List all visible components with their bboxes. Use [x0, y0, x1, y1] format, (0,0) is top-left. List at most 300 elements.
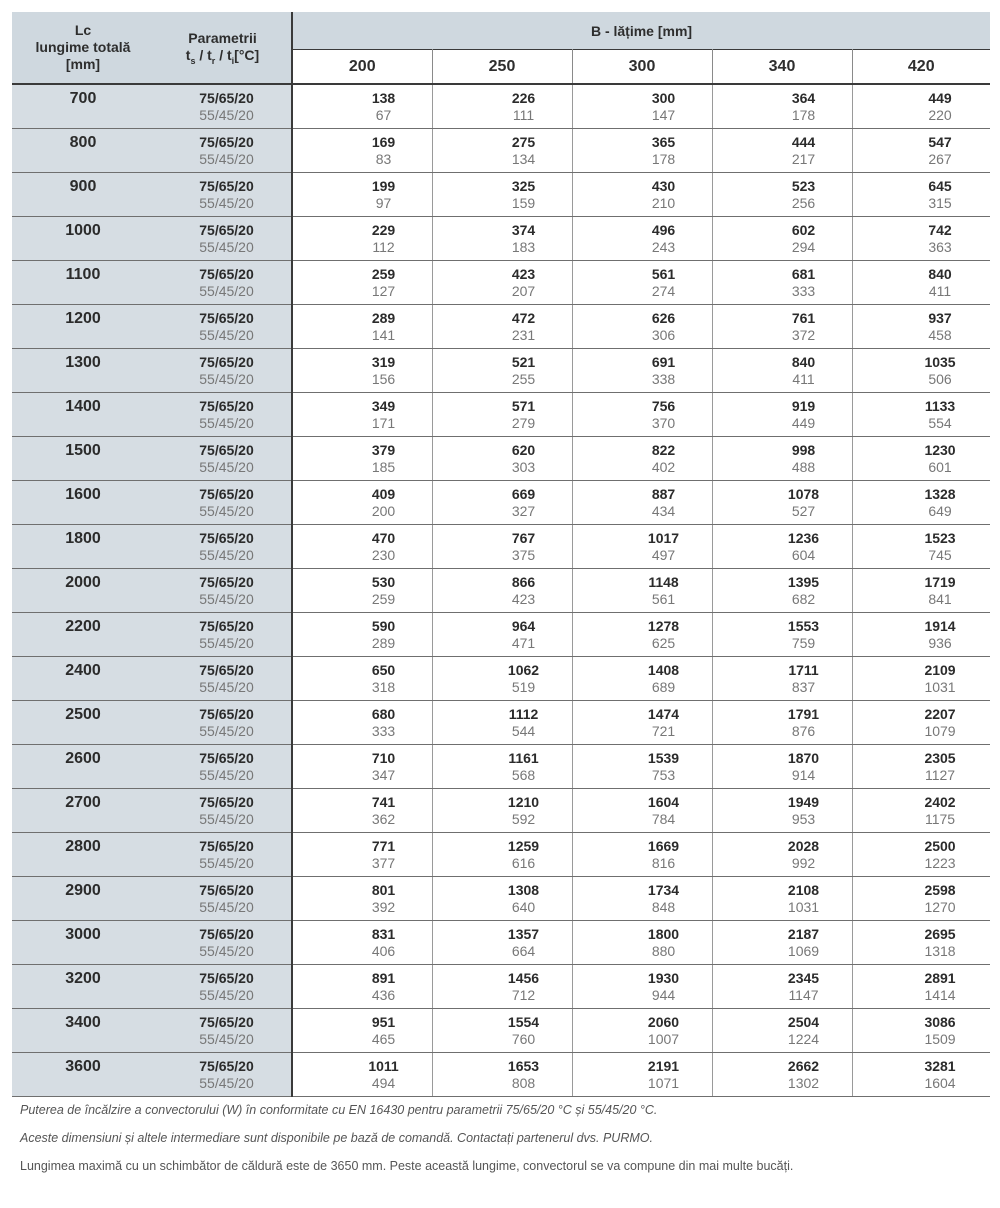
value-cell: [852, 1008, 990, 1052]
parameter-low: 55/45/20: [199, 590, 254, 607]
value-low: 721: [651, 722, 676, 739]
value-low: 111: [512, 107, 535, 123]
value-high: 444: [791, 133, 816, 150]
value-cell: [572, 1052, 712, 1096]
value-cell: [292, 84, 432, 128]
parameter-high: 75/65/20: [199, 309, 254, 326]
value-low: 458: [928, 326, 952, 343]
value-low: 1079: [924, 722, 956, 739]
length-cell: 1800: [12, 524, 154, 568]
value-low: 936: [928, 634, 952, 651]
value-high: 1553: [787, 617, 820, 634]
value-low: 392: [371, 898, 396, 915]
value-low: 604: [791, 546, 816, 563]
value-high: 710: [371, 749, 396, 766]
value-low: 411: [792, 370, 815, 387]
value-cell: [712, 920, 852, 964]
value-high: 1474: [647, 705, 680, 722]
value-high: 951: [371, 1013, 396, 1030]
value-cell: [572, 84, 712, 128]
value-low: 372: [791, 326, 816, 343]
table-row: [12, 964, 990, 1008]
value-low: 274: [651, 282, 676, 299]
value-high: 2662: [787, 1057, 820, 1074]
value-low: 436: [371, 986, 396, 1003]
value-high: 365: [651, 133, 676, 150]
value-high: 1112: [508, 705, 539, 722]
value-low: 494: [371, 1074, 396, 1091]
value-low: 471: [511, 634, 536, 651]
value-high: 840: [928, 265, 952, 282]
length-cell: 3400: [12, 1008, 154, 1052]
value-low: 327: [511, 502, 536, 519]
value-high: 561: [651, 265, 676, 282]
value-high: 1523: [924, 529, 956, 546]
value-cell: [712, 436, 852, 480]
value-low: 1414: [924, 986, 956, 1003]
value-low: 784: [651, 810, 676, 827]
table-row: [12, 920, 990, 964]
length-cell: 2500: [12, 700, 154, 744]
value-cell: [292, 128, 432, 172]
parameter-low: 55/45/20: [199, 854, 254, 871]
value-high: 1653: [507, 1057, 540, 1074]
value-cell: [572, 568, 712, 612]
value-cell: [432, 128, 572, 172]
value-low: 156: [371, 370, 396, 387]
header-length-line2: lungime totală: [35, 39, 131, 55]
value-cell: [852, 260, 990, 304]
value-low: 256: [791, 194, 816, 211]
value-cell: [432, 172, 572, 216]
table-row: [12, 480, 990, 524]
parameters-cell: [154, 568, 292, 612]
value-cell: [712, 128, 852, 172]
value-low: 519: [511, 678, 536, 695]
value-high: 767: [511, 529, 536, 546]
value-low: 561: [651, 590, 676, 607]
table-row: [12, 568, 990, 612]
value-low: 848: [651, 898, 676, 915]
parameters-cell: [154, 876, 292, 920]
header-parameters: [154, 12, 292, 84]
parameters-cell: [154, 260, 292, 304]
value-low: 682: [791, 590, 816, 607]
header-length-line3: [mm]: [65, 56, 101, 72]
value-cell: [292, 392, 432, 436]
value-high: 822: [651, 441, 676, 458]
value-low: 406: [371, 942, 396, 959]
value-cell: [852, 392, 990, 436]
value-high: 650: [371, 661, 396, 678]
value-high: 1259: [507, 837, 540, 854]
value-cell: [292, 304, 432, 348]
parameters-cell: [154, 788, 292, 832]
length-cell: 2900: [12, 876, 154, 920]
value-cell: [432, 832, 572, 876]
value-cell: [292, 964, 432, 1008]
value-cell: [572, 524, 712, 568]
value-low: 506: [928, 370, 952, 387]
parameter-high: 75/65/20: [199, 705, 254, 722]
value-high: 626: [651, 309, 676, 326]
value-cell: [432, 568, 572, 612]
parameter-low: 55/45/20: [199, 722, 254, 739]
value-cell: [432, 744, 572, 788]
value-cell: [712, 524, 852, 568]
length-cell: 2400: [12, 656, 154, 700]
value-cell: [712, 260, 852, 304]
value-low: 544: [511, 722, 536, 739]
parameter-high: 75/65/20: [199, 1057, 254, 1074]
parameters-cell: [154, 436, 292, 480]
value-low: 649: [928, 502, 952, 519]
value-low: 837: [791, 678, 816, 695]
parameter-high: 75/65/20: [199, 177, 254, 194]
value-low: 315: [928, 194, 952, 211]
parameter-high: 75/65/20: [199, 573, 254, 590]
table-row: [12, 612, 990, 656]
table-row: [12, 348, 990, 392]
value-high: 229: [371, 221, 396, 238]
parameters-cell: [154, 1052, 292, 1096]
value-cell: [712, 788, 852, 832]
value-low: 362: [371, 810, 396, 827]
parameter-low: 55/45/20: [199, 898, 254, 915]
value-cell: [432, 964, 572, 1008]
value-high: 199: [371, 177, 396, 194]
value-cell: [712, 568, 852, 612]
value-cell: [852, 172, 990, 216]
value-low: 411: [928, 282, 952, 299]
value-low: 363: [928, 238, 952, 255]
parameters-cell: [154, 832, 292, 876]
header-width-3: 340: [712, 50, 852, 85]
value-cell: [432, 656, 572, 700]
table-row: [12, 788, 990, 832]
value-high: 1719: [924, 573, 956, 590]
value-low: 97: [375, 194, 392, 211]
value-high: 571: [511, 397, 536, 414]
length-cell: 800: [12, 128, 154, 172]
value-cell: [432, 304, 572, 348]
parameter-high: 75/65/20: [199, 90, 254, 106]
value-high: 1011: [368, 1057, 399, 1074]
length-cell: 3000: [12, 920, 154, 964]
footnotes: [12, 1103, 990, 1173]
value-high: 547: [928, 133, 952, 150]
value-cell: [432, 920, 572, 964]
value-cell: [712, 348, 852, 392]
value-high: 1669: [647, 837, 680, 854]
parameter-high: 75/65/20: [199, 485, 254, 502]
value-high: 2402: [924, 793, 956, 810]
value-high: 1236: [787, 529, 820, 546]
value-cell: [572, 832, 712, 876]
value-low: 1604: [924, 1074, 956, 1091]
value-low: 745: [928, 546, 952, 563]
value-high: 275: [511, 133, 536, 150]
length-cell: 2000: [12, 568, 154, 612]
value-low: 1223: [924, 854, 956, 871]
value-low: 230: [371, 546, 396, 563]
value-high: 937: [928, 309, 952, 326]
value-high: 169: [371, 133, 396, 150]
value-low: 1147: [788, 986, 819, 1003]
value-high: 1930: [647, 969, 680, 986]
value-high: 2305: [924, 749, 956, 766]
table-row: [12, 128, 990, 172]
value-high: 1734: [647, 881, 680, 898]
value-high: 2504: [787, 1013, 820, 1030]
value-cell: [712, 832, 852, 876]
length-cell: 2800: [12, 832, 154, 876]
value-low: 112: [372, 238, 395, 255]
value-low: 289: [371, 634, 396, 651]
value-cell: [852, 480, 990, 524]
value-low: 279: [511, 414, 536, 431]
value-high: 998: [791, 441, 816, 458]
parameters-cell: [154, 128, 292, 172]
value-cell: [292, 568, 432, 612]
value-cell: [852, 964, 990, 1008]
parameter-low: 55/45/20: [199, 942, 254, 959]
value-high: 138: [371, 90, 396, 106]
footnote-heat-output: Puterea de încălzire a convectorului (W) în conformitate cu EN 16430 pentru parametrii 75/65/20 °C și 55/45/20 °C.: [20, 1102, 658, 1117]
header-width-1: 250: [432, 50, 572, 85]
value-cell: [712, 480, 852, 524]
value-high: 349: [371, 397, 396, 414]
value-low: 377: [371, 854, 396, 871]
value-cell: [292, 348, 432, 392]
value-cell: [432, 260, 572, 304]
parameter-high: 75/65/20: [199, 925, 254, 942]
length-cell: 2700: [12, 788, 154, 832]
parameter-high: 75/65/20: [199, 133, 254, 150]
parameter-low: 55/45/20: [199, 766, 254, 783]
value-low: 465: [371, 1030, 396, 1047]
value-high: 2598: [924, 881, 956, 898]
value-low: 1069: [787, 942, 820, 959]
value-low: 347: [371, 766, 396, 783]
value-high: 3281: [924, 1057, 956, 1074]
length-cell: 1300: [12, 348, 154, 392]
parameter-high: 75/65/20: [199, 441, 254, 458]
value-cell: [572, 128, 712, 172]
value-low: 1270: [924, 898, 956, 915]
value-cell: [572, 392, 712, 436]
value-low: 217: [791, 150, 816, 167]
value-cell: [852, 216, 990, 260]
value-low: 259: [371, 590, 396, 607]
value-cell: [432, 480, 572, 524]
value-cell: [852, 568, 990, 612]
value-low: 434: [651, 502, 676, 519]
value-high: 364: [791, 90, 816, 106]
value-low: 554: [928, 414, 952, 431]
value-low: 220: [928, 107, 952, 123]
parameter-high: 75/65/20: [199, 661, 254, 678]
value-cell: [292, 216, 432, 260]
value-cell: [292, 788, 432, 832]
value-low: 953: [791, 810, 816, 827]
parameters-cell: [154, 964, 292, 1008]
value-high: 1949: [787, 793, 820, 810]
value-high: 741: [371, 793, 396, 810]
value-cell: [852, 876, 990, 920]
value-high: 831: [371, 925, 396, 942]
value-cell: [712, 656, 852, 700]
parameter-high: 75/65/20: [199, 617, 254, 634]
heat-output-table: [12, 12, 990, 1097]
value-cell: [292, 700, 432, 744]
parameter-high: 75/65/20: [199, 221, 254, 238]
value-low: 423: [511, 590, 536, 607]
length-cell: 2600: [12, 744, 154, 788]
value-high: 1210: [507, 793, 540, 810]
value-high: 866: [511, 573, 536, 590]
value-low: 914: [791, 766, 816, 783]
value-cell: [852, 788, 990, 832]
value-cell: [572, 876, 712, 920]
value-cell: [572, 700, 712, 744]
value-cell: [712, 964, 852, 1008]
parameter-high: 75/65/20: [199, 969, 254, 986]
value-high: 2060: [647, 1013, 680, 1030]
value-high: 409: [371, 485, 396, 502]
value-cell: [292, 744, 432, 788]
parameter-low: 55/45/20: [199, 370, 254, 387]
value-high: 919: [791, 397, 816, 414]
value-high: 1035: [924, 353, 956, 370]
value-high: 325: [511, 177, 536, 194]
value-high: 1408: [647, 661, 680, 678]
length-cell: 1000: [12, 216, 154, 260]
value-high: 964: [511, 617, 536, 634]
value-low: 689: [651, 678, 676, 695]
parameter-high: 75/65/20: [199, 881, 254, 898]
value-high: 472: [511, 309, 536, 326]
value-high: 2109: [924, 661, 956, 678]
value-cell: [852, 744, 990, 788]
value-low: 1071: [647, 1074, 680, 1091]
value-high: 1062: [507, 661, 540, 678]
table-row: [12, 436, 990, 480]
value-high: 620: [511, 441, 536, 458]
value-high: 2028: [787, 837, 820, 854]
value-low: 616: [511, 854, 536, 871]
value-high: 2500: [924, 837, 956, 854]
parameter-low: 55/45/20: [199, 678, 254, 695]
value-low: 375: [511, 546, 536, 563]
value-cell: [432, 612, 572, 656]
value-cell: [852, 612, 990, 656]
footnote-max-length: Lungimea maximă cu un schimbător de căldură este de 3650 mm. Peste această lungime, convectorul se va compune din mai multe bucăți.: [20, 1158, 794, 1173]
value-low: 267: [928, 150, 952, 167]
value-low: 306: [651, 326, 676, 343]
parameter-low: 55/45/20: [199, 1030, 254, 1047]
table-row: [12, 304, 990, 348]
value-high: 1017: [647, 529, 680, 546]
value-cell: [852, 832, 990, 876]
length-cell: 3600: [12, 1052, 154, 1096]
value-cell: [712, 1052, 852, 1096]
parameter-high: 75/65/20: [199, 529, 254, 546]
value-high: 681: [791, 265, 816, 282]
value-cell: [712, 172, 852, 216]
data-sheet: [12, 12, 990, 1187]
value-high: 1328: [924, 485, 956, 502]
value-low: 178: [651, 150, 676, 167]
value-low: 370: [651, 414, 676, 431]
value-cell: [572, 656, 712, 700]
value-low: 141: [371, 326, 396, 343]
value-cell: [712, 216, 852, 260]
value-low: 294: [791, 238, 816, 255]
table-row: [12, 524, 990, 568]
value-cell: [712, 392, 852, 436]
table-row: [12, 1052, 990, 1096]
table-row: [12, 216, 990, 260]
value-high: 2695: [924, 925, 956, 942]
value-cell: [292, 1008, 432, 1052]
value-high: 2108: [787, 881, 820, 898]
parameter-high: 75/65/20: [199, 265, 254, 282]
value-cell: [572, 1008, 712, 1052]
value-cell: [712, 876, 852, 920]
value-high: 2207: [924, 705, 956, 722]
value-low: 816: [651, 854, 676, 871]
value-high: 1230: [924, 441, 956, 458]
value-high: 3086: [924, 1013, 956, 1030]
value-cell: [572, 260, 712, 304]
value-low: 134: [511, 150, 536, 167]
value-cell: [432, 392, 572, 436]
value-cell: [292, 1052, 432, 1096]
value-high: 669: [511, 485, 536, 502]
value-low: 592: [511, 810, 536, 827]
value-cell: [712, 304, 852, 348]
value-high: 2191: [647, 1057, 680, 1074]
value-cell: [432, 700, 572, 744]
footnote-availability: Aceste dimensiuni și altele intermediare sunt disponibile pe bază de comandă. Contactați partenerul dvs. PURMO.: [20, 1130, 653, 1145]
table-row: [12, 656, 990, 700]
value-high: 602: [791, 221, 816, 238]
value-low: 1224: [787, 1030, 820, 1047]
value-high: 801: [371, 881, 396, 898]
parameter-low: 55/45/20: [199, 502, 254, 519]
value-high: 1161: [508, 749, 539, 766]
parameter-low: 55/45/20: [199, 414, 254, 431]
value-low: 944: [651, 986, 676, 1003]
length-cell: 2200: [12, 612, 154, 656]
value-cell: [432, 348, 572, 392]
parameters-cell: [154, 348, 292, 392]
value-high: 1148: [648, 573, 679, 590]
value-high: 590: [371, 617, 396, 634]
value-high: 840: [791, 353, 816, 370]
value-cell: [292, 876, 432, 920]
value-high: 680: [371, 705, 396, 722]
value-high: 430: [651, 177, 676, 194]
value-high: 1914: [924, 617, 956, 634]
value-high: 2187: [787, 925, 820, 942]
table-row: [12, 84, 990, 128]
value-low: 1127: [924, 766, 956, 783]
value-high: 523: [791, 177, 816, 194]
value-low: 67: [375, 107, 392, 123]
parameter-high: 75/65/20: [199, 1013, 254, 1030]
